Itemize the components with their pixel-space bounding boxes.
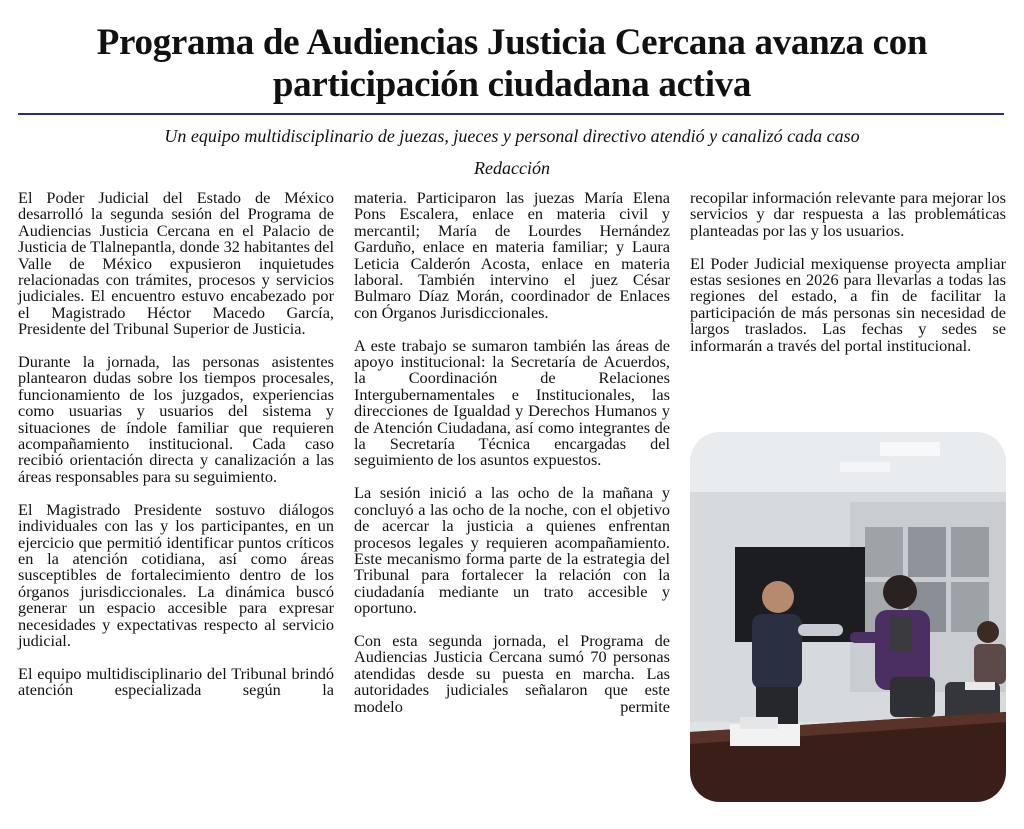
column-2 — [354, 190, 670, 731]
article-photo — [690, 432, 1006, 802]
byline: Redacción — [474, 158, 550, 178]
paragraph: La sesión inició a las ocho de la mañana y concluyó a las ocho de la noche, con el objetivo de acercar la justicia a quienes enfrentan procesos legales y requieren acompañamiento. Este mecanismo forma parte de la estrategia del Tribunal para fortalecer la relación con la ciudadanía mediante un trato accesible y oportuno. — [354, 483, 670, 618]
paragraph: El Magistrado Presidente sostuvo diálogos individuales con las y los participantes, en un ejercicio que permitió identificar puntos críticos en la atención cotidiana, así como áreas susceptibles de fortalecimiento dentro de los órganos jurisdiccionales. La dinámica buscó generar un espacio accesible para expresar necesidades y expectativas respecto al servicio judicial. — [18, 499, 334, 650]
headline-line-2: participación ciudadana activa — [272, 64, 752, 105]
subheadline: Un equipo multidisciplinario de juezas, jueces y personal directivo atendió y canalizó cada caso — [164, 126, 860, 146]
paragraph: El equipo multidisciplinario del Tribunal brindó atención especializada según la — [18, 663, 334, 700]
paragraph: materia. Participaron las juezas María Elena Pons Escalera, enlace en materia civil y mercantil; María de Lourdes Hernández Garduño, enlace en materia familiar; y Laura Leticia Calderón Acosta, enlace en materia laboral. También intervino el juez César Bulmaro Díaz Morán, coordinador de Enlaces con Órganos Jurisdiccionales. — [354, 188, 670, 322]
paragraph: El Poder Judicial mexiquense proyecta ampliar estas sesiones en 2026 para llevarlas a todas las regiones del estado, a fin de facilitar la participación de más personas sin necesidad de largos traslados. Las fechas y sedes se informarán a través del portal institucional. — [690, 253, 1006, 355]
column-3 — [690, 190, 1006, 370]
headline-divider — [18, 113, 1004, 115]
headline — [10, 22, 1014, 106]
meeting-photo-illustration — [690, 432, 1006, 802]
paragraph: El Poder Judicial del Estado de México desarrolló la segunda sesión del Programa de Audiencias Justicia Cercana en el Palacio de Justicia de Tlalnepantla, donde 32 habitantes del Valle de México expusieron inquietudes relacionadas con trámites, procesos y servicios judiciales. El encuentro estuvo encabezado por el Magistrado Héctor Macedo García, Presidente del Tribunal Superior de Justicia. — [18, 188, 334, 339]
paragraph: Durante la jornada, las personas asistentes plantearon dudas sobre los tiempos procesales, funcionamiento de los juzgados, experiencias como usuarias y usuarios del sistema y situaciones de índole familiar que requieren acompañamiento institucional. Cada caso recibió orientación directa y canalización a las áreas responsables para su seguimiento. — [18, 352, 334, 486]
paragraph: recopilar información relevante para mejorar los servicios y dar respuesta a las problemáticas planteadas por las y los usuarios. — [690, 188, 1006, 240]
column-1 — [18, 190, 334, 715]
paragraph: A este trabajo se sumaron también las áreas de apoyo institucional: la Secretaría de Acuerdos, la Coordinación de Relaciones Intergubernamentales e Institucionales, las direcciones de Igualdad y Derechos Humanos y de Atención Ciudadana, así como integrantes de la Secretaría Técnica encargadas del seguimiento de los asuntos expuestos. — [354, 335, 670, 470]
paragraph: Con esta segunda jornada, el Programa de Audiencias Justicia Cercana sumó 70 personas atendidas desde su puesta en marcha. Las autoridades judiciales señalaron que este modelo permite — [354, 630, 670, 716]
headline-line-1: Programa de Audiencias Justicia Cercana avanza con — [96, 22, 928, 63]
